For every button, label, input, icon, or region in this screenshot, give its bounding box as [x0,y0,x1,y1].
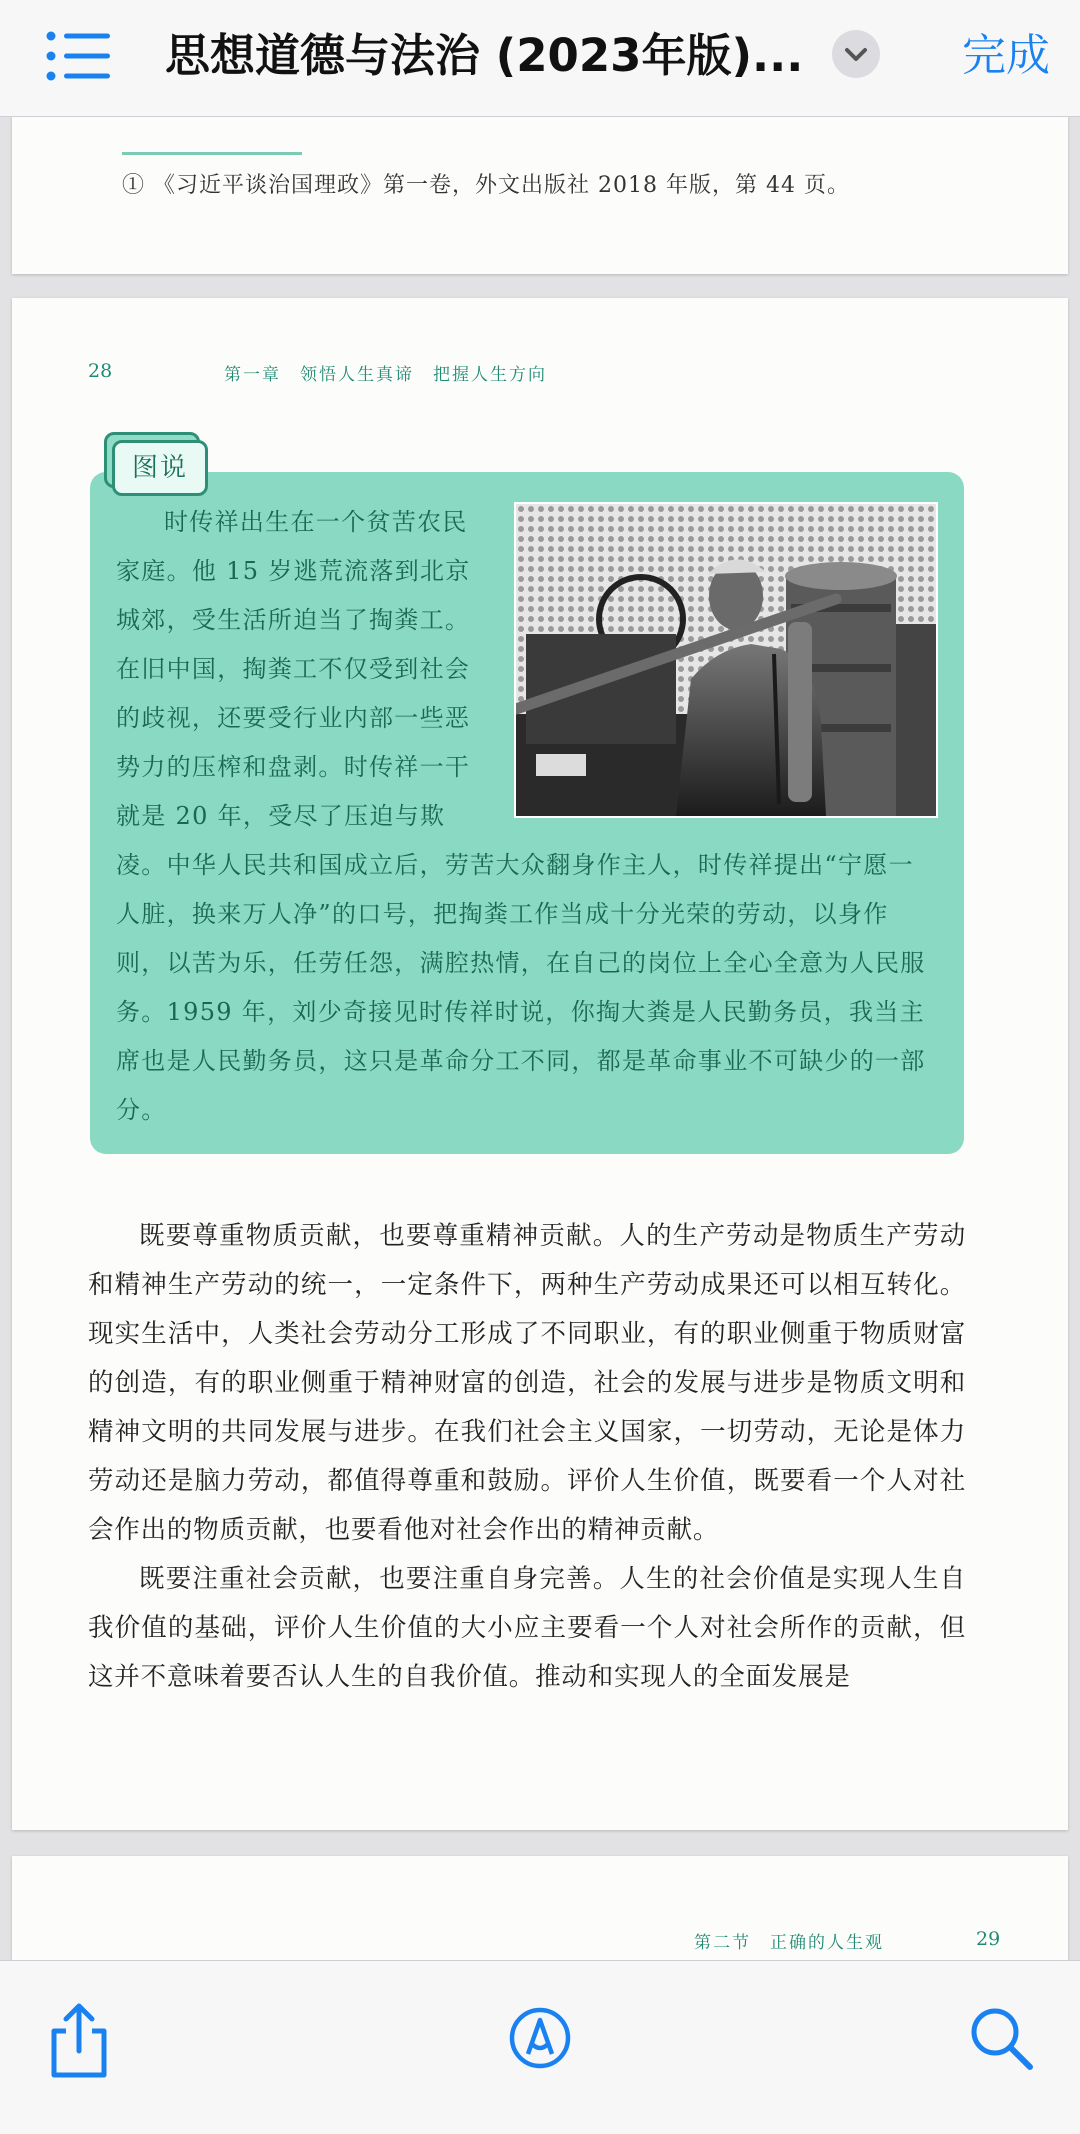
page-28 [12,298,1068,1830]
bottom-toolbar [0,1960,1080,2134]
running-head: 第一章 领悟人生真谛 把握人生方向 [224,365,547,385]
body-text [88,1212,966,1702]
chevron-down-icon [832,30,880,78]
top-nav-bar [0,0,1080,117]
illustration-box [90,472,964,1154]
page-previous [12,116,1068,274]
historical-photo [514,502,938,818]
illustration-label: 图说 [112,440,208,496]
paragraph: 既要尊重物质贡献，也要尊重精神贡献。人的生产劳动是物质生产劳动和精神生产劳动的统一，一定条件下，两种生产劳动成果还可以相互转化。现实生活中，人类社会劳动分工形成了不同职业，有的职业侧重于物质财富的创造，有的职业侧重于精神财富的创造，社会的发展与进步是物质文明和精神文明的共同发展与进步。在我们社会主义国家，一切劳动，无论是体力劳动还是脑力劳动，都值得尊重和鼓励。评价人生价值，既要看一个人对社会作出的物质贡献，也要看他对社会作出的精神贡献。 [88,1221,966,1545]
list-icon[interactable] [46,28,112,84]
page-number: 28 [88,360,113,382]
markup-icon[interactable] [508,2006,572,2070]
page-number: 29 [976,1928,1001,1950]
search-icon[interactable] [968,2005,1034,2071]
footnote: ① 《习近平谈治国理政》第一卷，外文出版社 2018 年版，第 44 页。 [122,173,850,198]
illustration-text-block [116,498,938,1135]
running-head: 第二节 正确的人生观 [694,1933,884,1953]
done-button[interactable]: 完成 [962,30,1050,81]
illustration-caption: 时传祥出生在一个贫苦农民家庭。他 15 岁逃荒流落到北京城郊，受生活所迫当了掏粪工。在旧中国，掏粪工不仅受到社会的歧视，还要受行业内部一些恶势力的压榨和盘剥。时传祥一干就是 20 年，受尽了压迫与欺凌。中华人民共和国成立后，劳苦大众翻身作主人，时传祥提出“宁愿一人脏，换来万人净”的口号，把掏粪工作当成十分光荣的劳动，以身作则，以苦为乐，任劳任怨，满腔热情，在自己的岗位上全心全意为人民服务。1959 年，刘少奇接见时传祥时说，你掏大粪是人民勤务员，我当主席也是人民勤务员，这只是革命分工不同，都是革命事业不可缺少的一部分。 [116,508,926,1124]
document-title[interactable]: 思想道德与法治 (2023年版)... [165,29,804,82]
share-icon[interactable] [44,2001,114,2081]
footnote-rule [122,152,302,155]
title-menu-button[interactable] [832,30,880,78]
paragraph: 既要注重社会贡献，也要注重自身完善。人生的社会价值是实现人生自我价值的基础，评价人生价值的大小应主要看一个人对社会所作的贡献，但这并不意味着要否认人生的自我价值。推动和实现人的全面发展是 [88,1564,966,1692]
